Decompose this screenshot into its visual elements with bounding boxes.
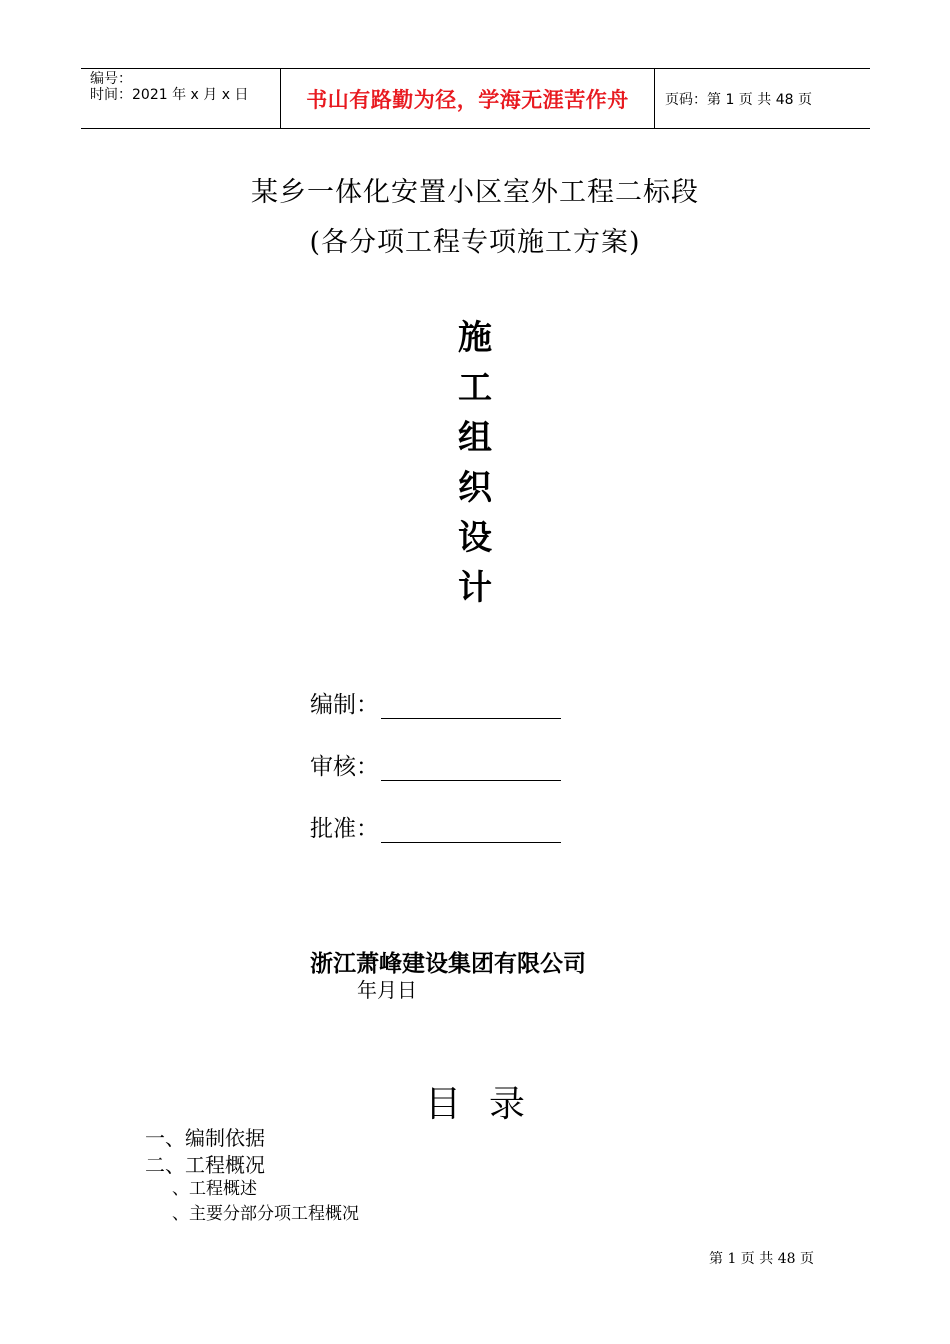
toc-item: 二、工程概况: [145, 1153, 265, 1177]
document-time-label: 时间：2021 年 x 月 x 日: [90, 87, 249, 103]
vertical-title-char: 织: [458, 468, 492, 508]
toc-item: 、主要分部分项工程概况: [172, 1204, 359, 1224]
compile-signature-row: [310, 686, 561, 719]
vertical-title-char: 设: [458, 518, 492, 558]
vertical-title-char: 施: [458, 318, 492, 358]
compile-signature-line: [381, 694, 561, 719]
document-title: 某乡一体化安置小区室外工程二标段: [251, 177, 699, 208]
issue-date: 年月日: [357, 978, 417, 1002]
vertical-title-char: 组: [458, 418, 492, 458]
toc-item: 一、编制依据: [145, 1126, 265, 1150]
toc-title: 目录: [424, 1084, 553, 1125]
company-name: 浙江萧峰建设集团有限公司: [310, 951, 586, 977]
compile-label: 编制：: [310, 692, 379, 718]
page-header: [81, 68, 870, 129]
header-motto: 书山有路勤为径，学海无涯苦作舟: [281, 69, 655, 128]
toc-item: 、工程概述: [172, 1179, 257, 1199]
vertical-title-char: 计: [458, 568, 492, 608]
page-footer: 第 1 页 共 48 页: [709, 1251, 814, 1267]
header-page-number: 页码：第 1 页 共 48 页: [665, 91, 812, 108]
review-label: 审核：: [310, 754, 379, 780]
approve-signature-line: [381, 818, 561, 843]
document-subtitle: (各分项工程专项施工方案): [309, 227, 641, 258]
vertical-title-char: 工: [458, 368, 492, 408]
review-signature-line: [381, 756, 561, 781]
review-signature-row: [310, 748, 561, 781]
approve-label: 批准：: [310, 816, 379, 842]
approve-signature-row: [310, 810, 561, 843]
header-meta: [81, 69, 281, 128]
document-number-label: 编号：: [90, 71, 132, 87]
